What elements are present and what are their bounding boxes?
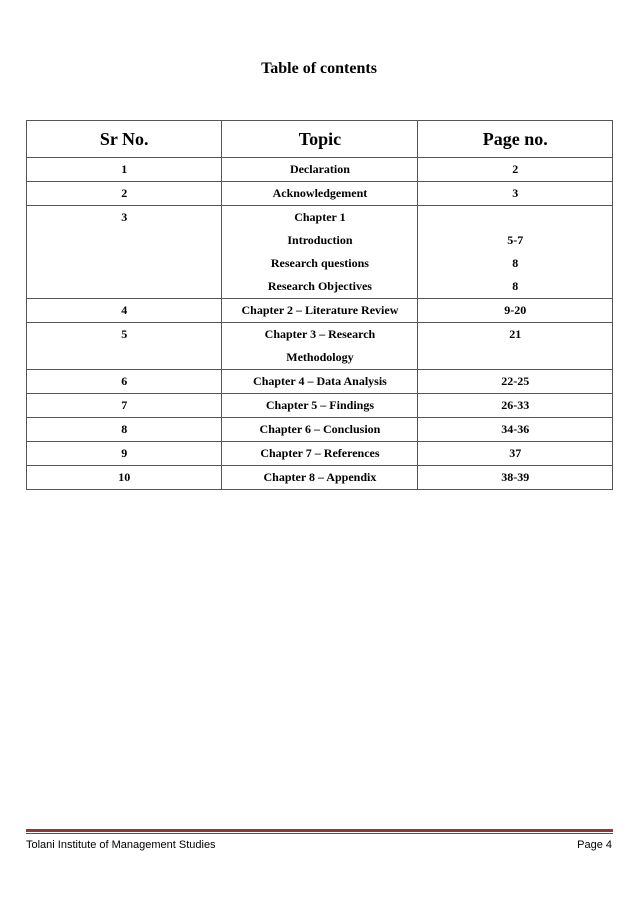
footer-rule <box>26 829 613 832</box>
topic-line: Research questions <box>270 256 369 270</box>
toc-table <box>26 120 613 490</box>
cell-page-no <box>418 394 613 418</box>
page-line: 9-20 <box>504 303 527 317</box>
header-topic: Topic <box>222 121 418 158</box>
cell-page-no <box>418 370 613 394</box>
cell-topic <box>222 466 418 490</box>
cell-sr-no: 4 <box>27 299 222 323</box>
cell-topic <box>222 323 418 370</box>
table-row <box>27 442 613 466</box>
page-line: 21 <box>509 327 522 341</box>
page-line: 34-36 <box>501 422 530 436</box>
cell-sr-no: 10 <box>27 466 222 490</box>
page-line: 5-7 <box>507 233 524 247</box>
cell-page-no <box>418 299 613 323</box>
table-row <box>27 466 613 490</box>
cell-page-no <box>418 206 613 299</box>
cell-topic <box>222 182 418 206</box>
topic-line: Declaration <box>289 162 350 176</box>
topic-line: Chapter 5 – Findings <box>265 398 374 412</box>
topic-line: Chapter 4 – Data Analysis <box>253 374 387 388</box>
table-header-row <box>27 121 613 158</box>
cell-sr-no: 9 <box>27 442 222 466</box>
topic-line: Chapter 2 – Literature Review <box>241 303 399 317</box>
cell-topic <box>222 158 418 182</box>
page-line: 8 <box>512 279 519 293</box>
page-line: 38-39 <box>501 470 530 484</box>
cell-page-no <box>418 442 613 466</box>
topic-line: Introduction <box>287 233 353 247</box>
table-row <box>27 182 613 206</box>
cell-page-no <box>418 466 613 490</box>
topic-line: Chapter 7 – References <box>260 446 380 460</box>
footer-rule-thin <box>26 833 613 834</box>
cell-sr-no: 8 <box>27 418 222 442</box>
cell-sr-no: 3 <box>27 206 222 299</box>
page-line <box>418 206 612 229</box>
topic-line: Research Objectives <box>267 279 372 293</box>
topic-line: Methodology <box>286 350 354 364</box>
table-row <box>27 206 613 299</box>
page-title: Table of contents <box>261 60 377 77</box>
cell-sr-no: 6 <box>27 370 222 394</box>
footer-institute: Tolani Institute of Management Studies <box>26 839 216 851</box>
cell-page-no <box>418 182 613 206</box>
page-line: 8 <box>512 256 519 270</box>
toc-body <box>27 158 613 490</box>
cell-topic <box>222 442 418 466</box>
table-row <box>27 370 613 394</box>
cell-topic <box>222 206 418 299</box>
cell-topic <box>222 418 418 442</box>
topic-line: Chapter 6 – Conclusion <box>259 422 381 436</box>
topic-line: Chapter 3 – Research <box>264 327 376 341</box>
table-row <box>27 394 613 418</box>
header-page-no: Page no. <box>418 121 613 158</box>
topic-line: Chapter 1 <box>294 210 346 224</box>
table-row <box>27 158 613 182</box>
cell-page-no <box>418 158 613 182</box>
cell-page-no <box>418 323 613 370</box>
table-row <box>27 299 613 323</box>
header-sr-no: Sr No. <box>27 121 222 158</box>
page-line: 3 <box>512 186 519 200</box>
table-row <box>27 323 613 370</box>
footer-page-number: Page 4 <box>577 839 612 851</box>
cell-sr-no: 7 <box>27 394 222 418</box>
page-line: 37 <box>509 446 522 460</box>
page-line: 26-33 <box>501 398 530 412</box>
topic-line: Acknowledgement <box>272 186 368 200</box>
page-line: 2 <box>512 162 519 176</box>
cell-topic <box>222 394 418 418</box>
table-row <box>27 418 613 442</box>
cell-sr-no: 2 <box>27 182 222 206</box>
cell-sr-no: 1 <box>27 158 222 182</box>
cell-topic <box>222 299 418 323</box>
cell-page-no <box>418 418 613 442</box>
cell-sr-no: 5 <box>27 323 222 370</box>
page-line: 22-25 <box>501 374 530 388</box>
topic-line: Chapter 8 – Appendix <box>263 470 377 484</box>
cell-topic <box>222 370 418 394</box>
